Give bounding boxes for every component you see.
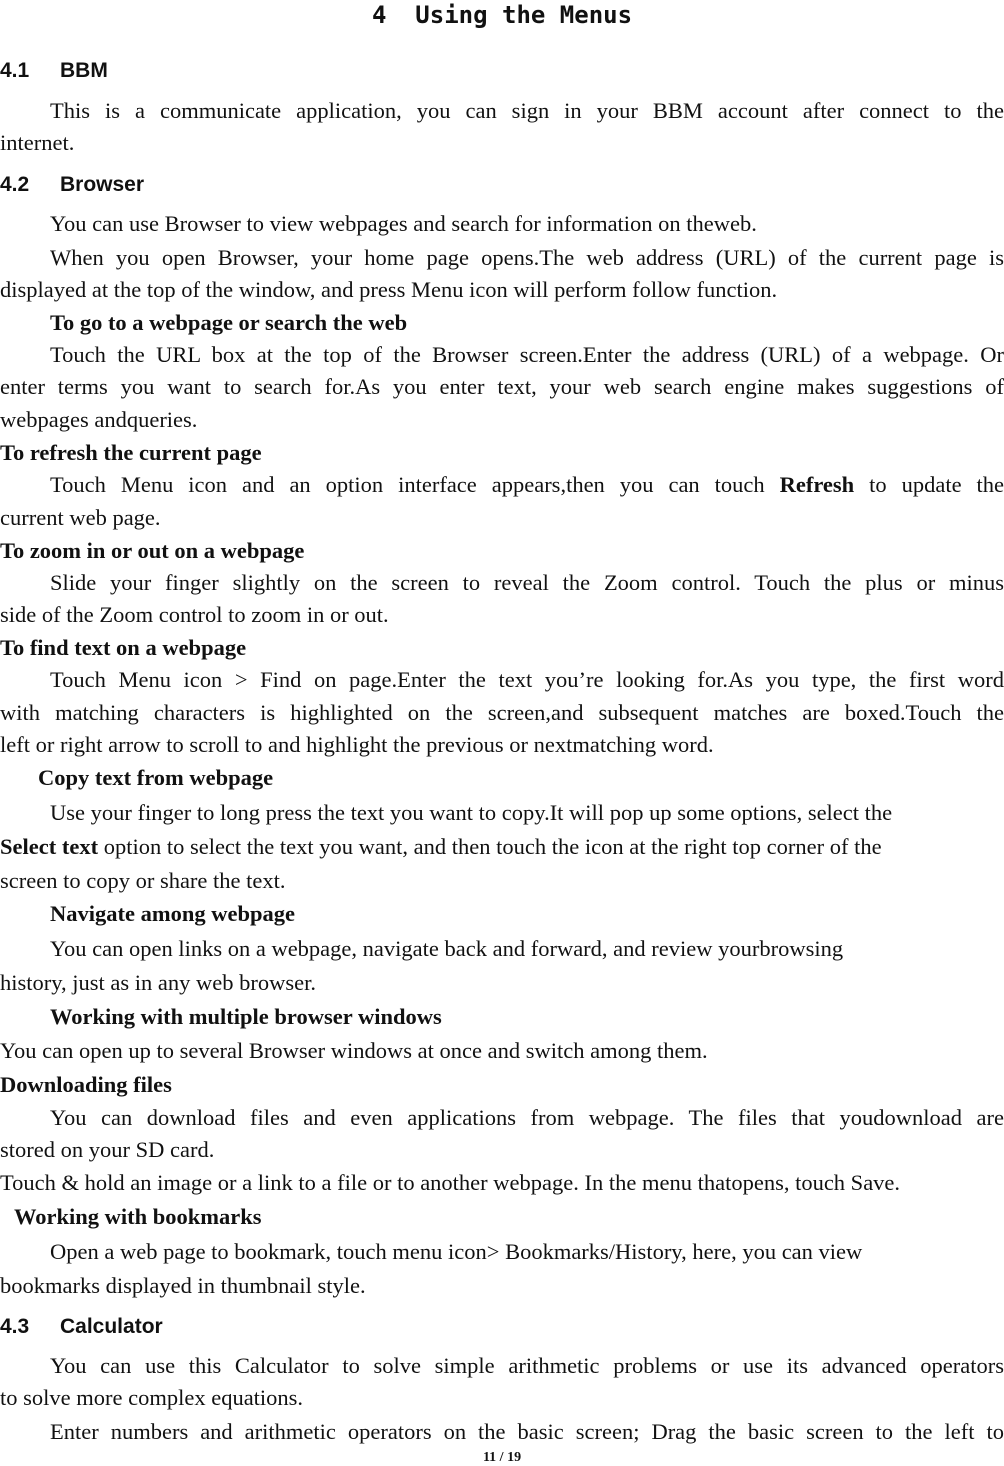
- subheading-refresh: To refresh the current page: [0, 440, 262, 465]
- paragraph-line: screen to copy or share the text.: [0, 868, 286, 893]
- subheading-navigate: Navigate among webpage: [50, 901, 295, 926]
- chapter-title: Using the Menus: [415, 1, 633, 29]
- paragraph-line: stored on your SD card.: [0, 1137, 215, 1162]
- section-title: Browser: [60, 173, 145, 196]
- subheading-zoom: To zoom in or out on a webpage: [0, 538, 305, 563]
- section-title: Calculator: [60, 1315, 163, 1338]
- paragraph-line: You can use this Calculator to solve simple arithmetic problems or use its advanced operators: [50, 1353, 1004, 1378]
- text-run: to update the: [869, 472, 1004, 497]
- paragraph-line: with matching characters is highlighted on the screen,and subsequent matches are boxed.Touch the: [0, 700, 1004, 725]
- subheading-find: To find text on a webpage: [0, 635, 247, 660]
- text-run: option to select the text you want, and then touch the icon at the right top corner of the: [103, 834, 882, 859]
- select-text-term: Select text: [0, 834, 99, 859]
- section-number: 4.3: [0, 1315, 30, 1338]
- section-number: 4.1: [0, 59, 30, 82]
- paragraph-line: Enter numbers and arithmetic operators on the basic screen; Drag the basic screen to the left to: [50, 1419, 1004, 1444]
- paragraph-line: You can open up to several Browser windows at once and switch among them.: [0, 1038, 708, 1063]
- paragraph-line: enter terms you want to search for.As you enter text, your web search engine makes suggestions of: [0, 374, 1004, 399]
- paragraph-line: You can open links on a webpage, navigate back and forward, and review yourbrowsing: [50, 936, 844, 961]
- paragraph-line: Open a web page to bookmark, touch menu icon> Bookmarks/History, here, you can view: [50, 1239, 863, 1264]
- section-number: 4.2: [0, 173, 30, 196]
- paragraph-line: You can download files and even applications from webpage. The files that youdownload are: [50, 1105, 1004, 1130]
- paragraph-line: webpages andqueries.: [0, 407, 198, 432]
- subheading-bookmarks: Working with bookmarks: [14, 1204, 262, 1229]
- paragraph-line: left or right arrow to scroll to and highlight the previous or nextmatching word.: [0, 732, 714, 757]
- paragraph-line: Touch Menu icon > Find on page.Enter the text you’re looking for.As you type, the first word: [50, 667, 1004, 692]
- subheading-multiple-windows: Working with multiple browser windows: [50, 1004, 442, 1029]
- paragraph-line: displayed at the top of the window, and press Menu icon will perform follow function.: [0, 277, 778, 302]
- paragraph-line: [0, 832, 882, 862]
- paragraph-line: current web page.: [0, 505, 161, 530]
- subheading-goto: To go to a webpage or search the web: [50, 310, 408, 335]
- paragraph-line: This is a communicate application, you can sign in your BBM account after connect to the: [50, 98, 1004, 123]
- section-title: BBM: [60, 59, 108, 82]
- paragraph-line: [50, 470, 1004, 500]
- section-heading-browser: [0, 172, 144, 198]
- paragraph-line: bookmarks displayed in thumbnail style.: [0, 1273, 366, 1298]
- section-heading-calculator: [0, 1314, 163, 1340]
- section-heading-bbm: [0, 58, 108, 84]
- paragraph-line: Touch & hold an image or a link to a file or to another webpage. In the menu thatopens, touch Save.: [0, 1170, 901, 1195]
- chapter-number: 4: [371, 1, 387, 29]
- paragraph-line: Use your finger to long press the text you want to copy.It will pop up some options, select the: [50, 800, 893, 825]
- subheading-downloading: Downloading files: [0, 1072, 172, 1097]
- paragraph-line: Touch the URL box at the top of the Browser screen.Enter the address (URL) of a webpage. Or: [50, 342, 1004, 367]
- paragraph-line: When you open Browser, your home page opens.The web address (URL) of the current page is: [50, 245, 1004, 270]
- page-separator: /: [499, 1450, 504, 1465]
- current-page: 11: [482, 1450, 497, 1465]
- page-number: [0, 1450, 1004, 1466]
- subheading-copy: Copy text from webpage: [38, 765, 274, 790]
- paragraph-line: side of the Zoom control to zoom in or out.: [0, 602, 389, 627]
- paragraph-line: to solve more complex equations.: [0, 1385, 304, 1410]
- chapter-heading: [0, 0, 1004, 30]
- total-pages: 19: [507, 1450, 522, 1465]
- refresh-term: Refresh: [779, 472, 855, 497]
- paragraph-line: history, just as in any web browser.: [0, 970, 316, 995]
- paragraph-line: You can use Browser to view webpages and search for information on theweb.: [50, 211, 757, 236]
- paragraph-line: internet.: [0, 130, 75, 155]
- text-run: Touch Menu icon and an option interface appears,then you can touch: [50, 472, 765, 497]
- paragraph-line: Slide your finger slightly on the screen to reveal the Zoom control. Touch the plus or minus: [50, 570, 1004, 595]
